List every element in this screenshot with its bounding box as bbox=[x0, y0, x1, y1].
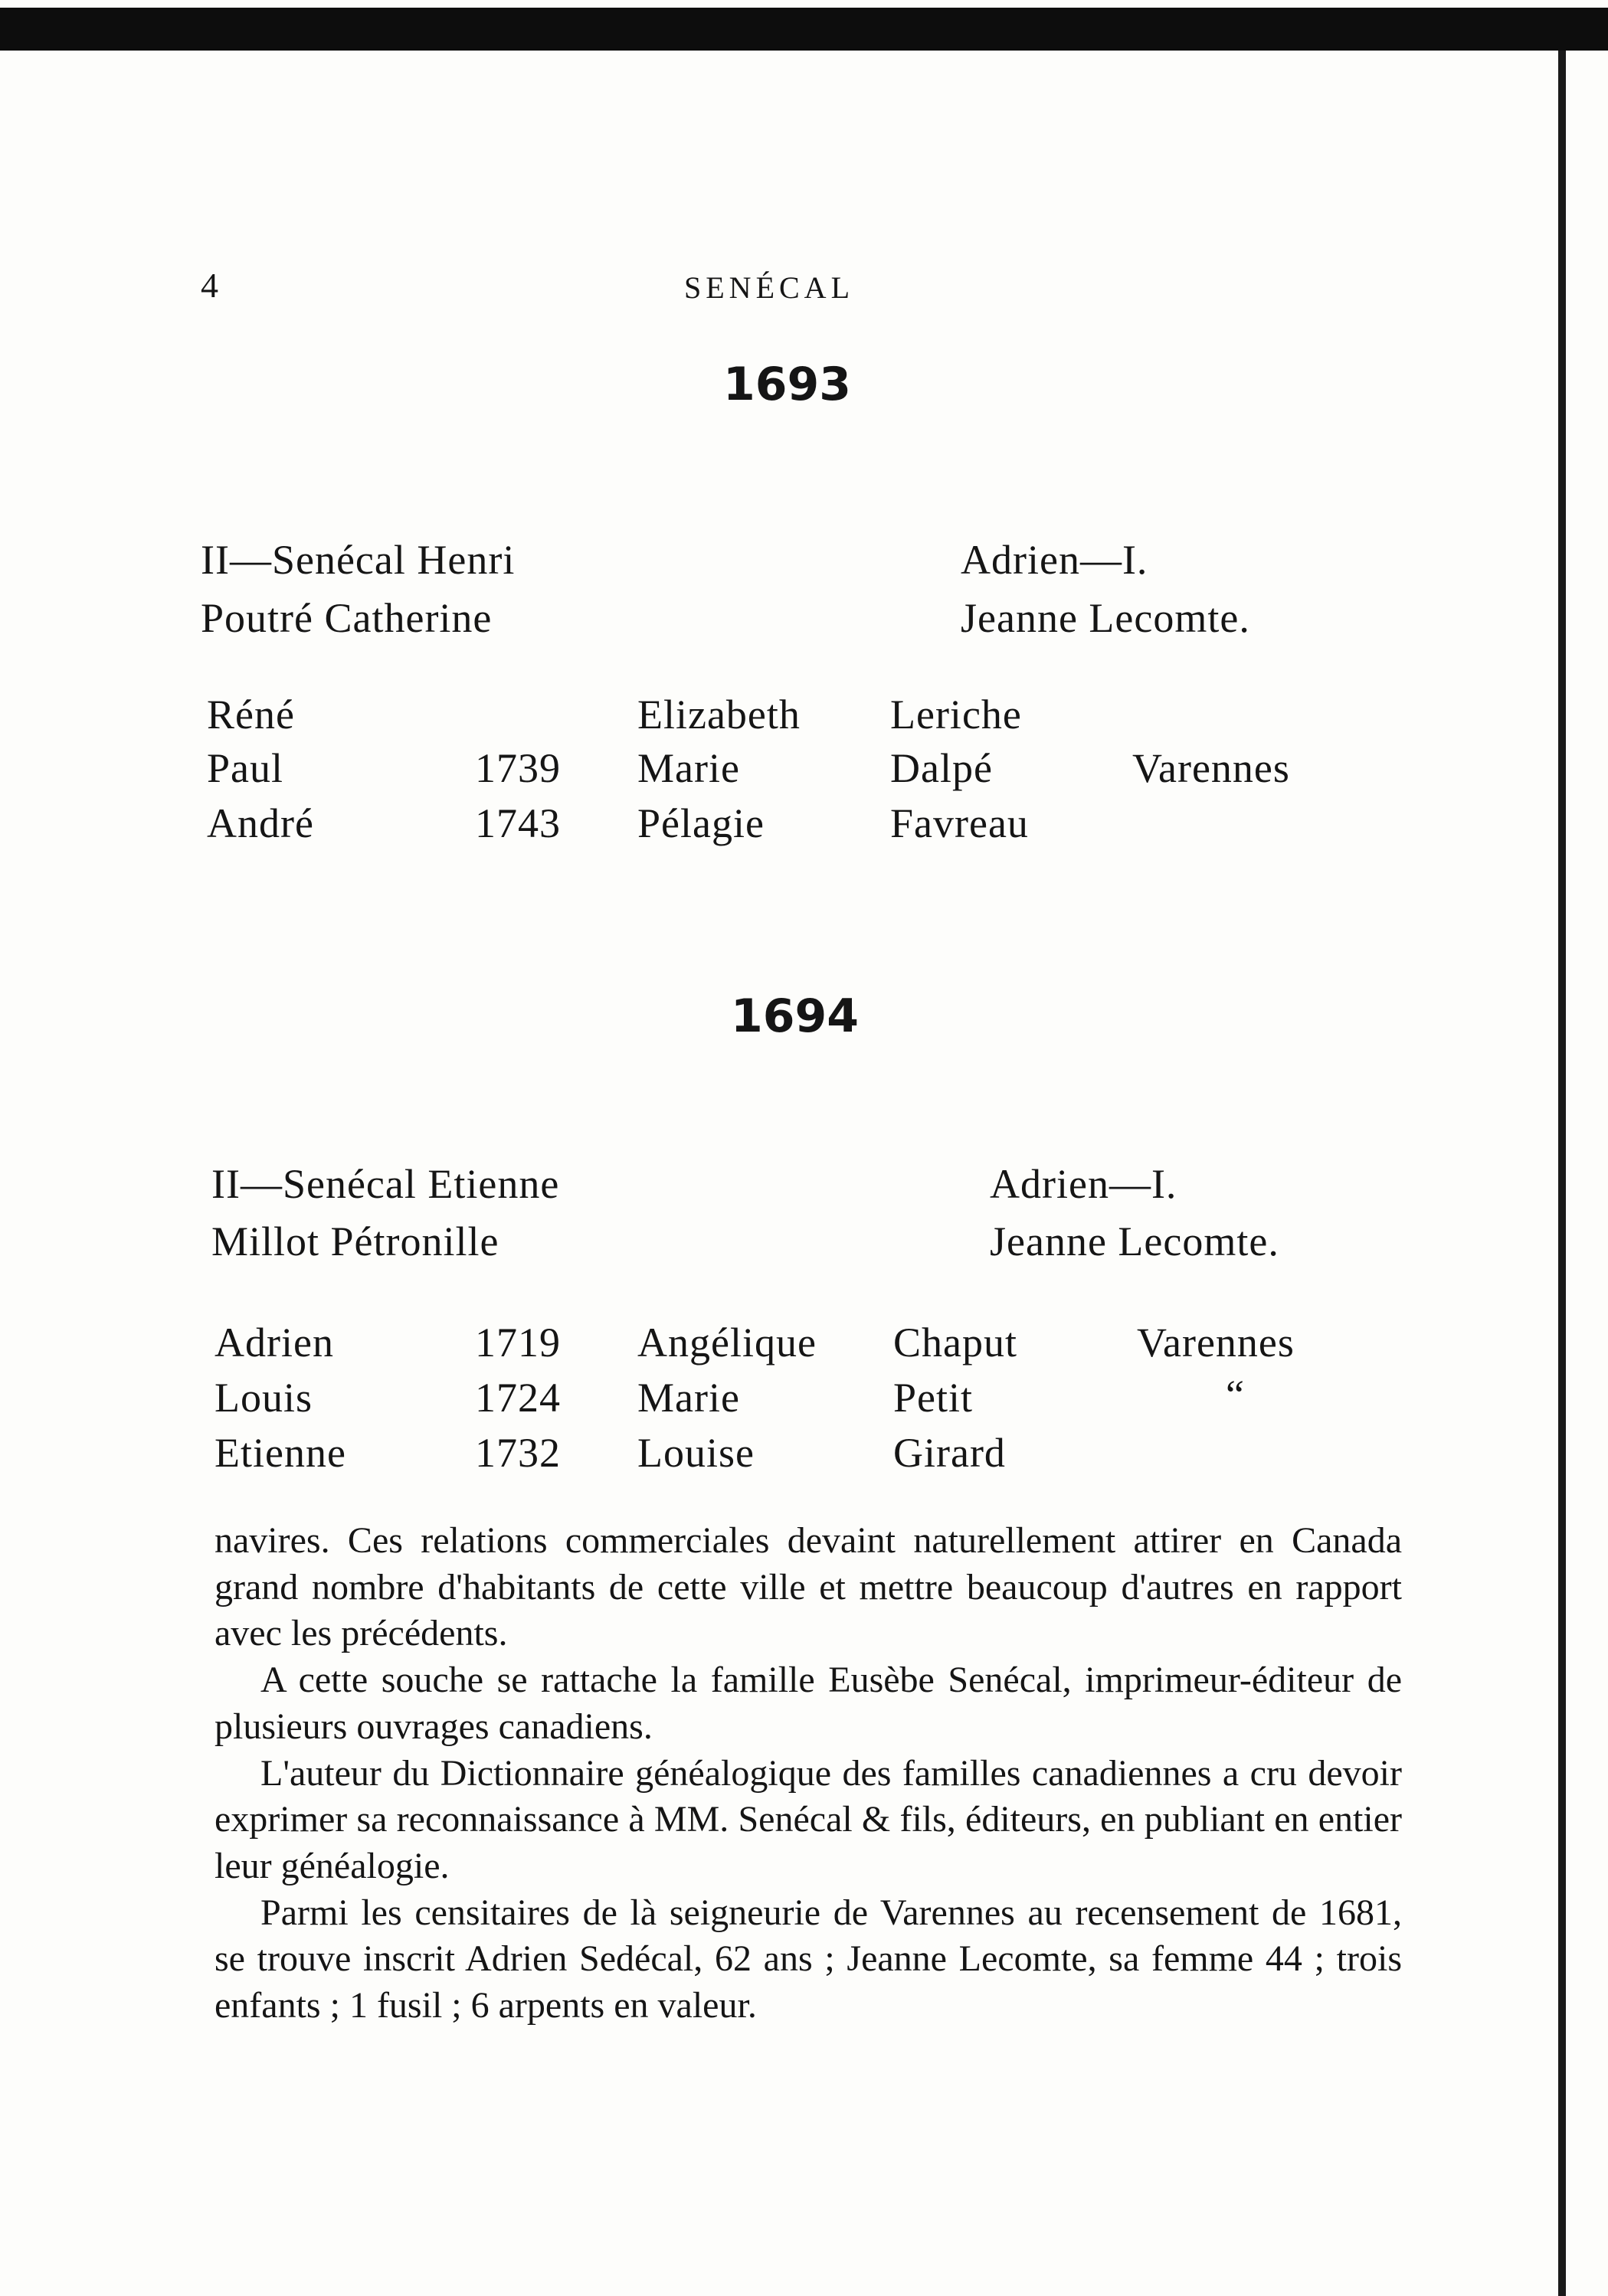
scan-border-right bbox=[1558, 51, 1566, 2296]
child-spouse-first: Louise bbox=[637, 1430, 755, 1476]
child-spouse-last: Favreau bbox=[890, 800, 1029, 846]
child-spouse-last: Leriche bbox=[890, 692, 1022, 738]
child-marriage-year: 1732 bbox=[475, 1430, 561, 1476]
child-name: Adrien bbox=[215, 1320, 334, 1365]
child-marriage-year: 1743 bbox=[475, 800, 561, 846]
child-spouse-last: Petit bbox=[893, 1375, 974, 1421]
child-spouse-last: Girard bbox=[893, 1430, 1006, 1476]
page-number: 4 bbox=[201, 266, 218, 305]
child-name: Etienne bbox=[215, 1430, 346, 1476]
body-text bbox=[215, 1518, 1402, 2029]
husband-parent: Adrien—I. bbox=[961, 537, 1148, 583]
paragraph: Parmi les censitaires de là seigneurie de Varennes au recensement de 1681, se trouve inscrit Adrien Sedécal, 62 ans ; Jeanne Lecomte, sa femme 44 ; trois enfants ; 1 fusil ; 6 arpents en valeur. bbox=[215, 1892, 1402, 2026]
wife-parent: Jeanne Lecomte. bbox=[961, 595, 1250, 641]
child-spouse-first: Elizabeth bbox=[637, 692, 801, 738]
child-name: André bbox=[207, 800, 314, 846]
scan-border-top bbox=[0, 8, 1608, 51]
child-marriage-place: Varennes bbox=[1132, 745, 1290, 791]
paragraph: A cette souche se rattache la famille Eusèbe Senécal, imprimeur-éditeur de plusieurs ouvrages canadiens. bbox=[215, 1660, 1402, 1747]
paragraph: L'auteur du Dictionnaire généalogique des familles canadiennes a cru devoir exprimer sa reconnaissance à MM. Senécal & fils, éditeurs, en publiant en entier leur généalogie. bbox=[215, 1752, 1402, 1887]
husband-name: II—Senécal Henri bbox=[201, 537, 516, 583]
wife-name: Millot Pétronille bbox=[211, 1218, 499, 1264]
child-spouse-first: Marie bbox=[637, 1375, 740, 1421]
ditto-mark: “ bbox=[1226, 1372, 1245, 1418]
child-name: Réné bbox=[207, 692, 295, 738]
wife-name: Poutré Catherine bbox=[201, 595, 493, 641]
child-marriage-year: 1724 bbox=[475, 1375, 561, 1421]
child-marriage-year: 1719 bbox=[475, 1320, 561, 1365]
section-year: 1694 bbox=[731, 989, 859, 1043]
child-spouse-first: Marie bbox=[637, 745, 740, 791]
child-name: Paul bbox=[207, 745, 284, 791]
child-spouse-last: Chaput bbox=[893, 1320, 1017, 1365]
section-year: 1693 bbox=[723, 358, 851, 411]
wife-parent: Jeanne Lecomte. bbox=[990, 1218, 1279, 1264]
running-title: SENÉCAL bbox=[684, 270, 854, 305]
child-spouse-last: Dalpé bbox=[890, 745, 993, 791]
child-spouse-first: Pélagie bbox=[637, 800, 765, 846]
paragraph: navires. Ces relations commerciales devaint naturellement attirer en Canada grand nombre d'habitants de cette ville et mettre beaucoup d'autres en rapport avec les précédents. bbox=[215, 1520, 1402, 1654]
husband-name: II—Senécal Etienne bbox=[211, 1161, 560, 1207]
child-marriage-place: Varennes bbox=[1137, 1320, 1295, 1365]
husband-parent: Adrien—I. bbox=[990, 1161, 1177, 1207]
child-marriage-year: 1739 bbox=[475, 745, 561, 791]
child-spouse-first: Angélique bbox=[637, 1320, 817, 1365]
child-name: Louis bbox=[215, 1375, 313, 1421]
